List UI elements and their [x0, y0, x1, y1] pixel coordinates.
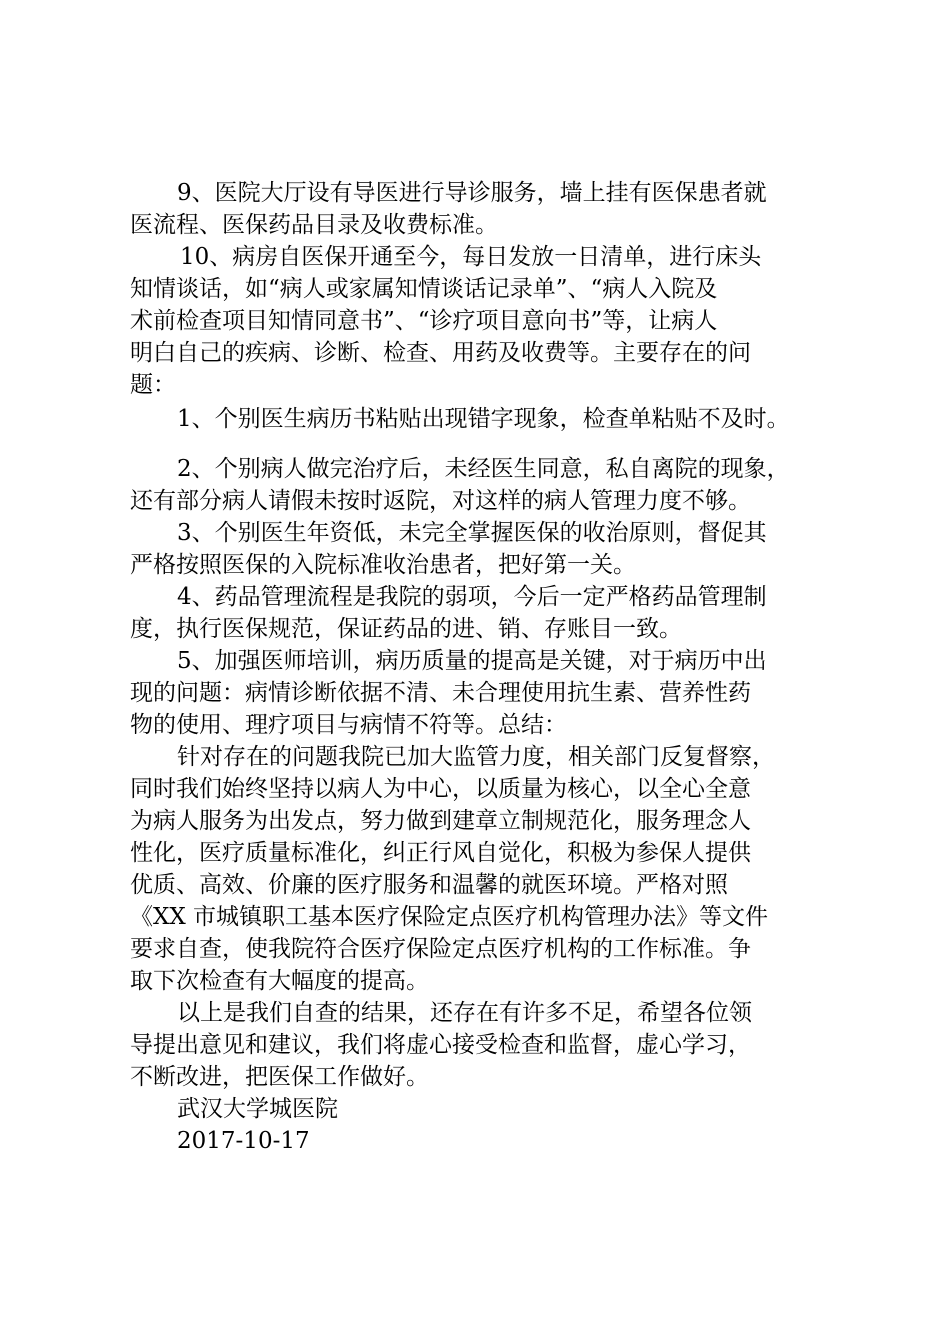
paragraph-line: 物的使用、理疗项目与病情不符等。总结： [130, 712, 567, 738]
paragraph-line: 同时我们始终坚持以病人为中心，以质量为核心，以全心全意 [130, 776, 751, 802]
paragraph-line: 性化，医疗质量标准化，纠正行风自觉化，积极为参保人提供 [130, 840, 751, 866]
signature-organization: 武汉大学城医院 [177, 1096, 338, 1122]
paragraph-line: 2、个别病人做完治疗后，未经医生同意，私自离院的现象， [177, 456, 790, 482]
paragraph-line: 术前检查项目知情同意书”、“诊疗项目意向书”等，让病人 [130, 308, 718, 334]
paragraph-line: 优质、高效、价廉的医疗服务和温馨的就医环境。严格对照 [130, 872, 728, 898]
paragraph-line: 10、病房自医保开通至今，每日发放一日清单，进行床头 [180, 244, 762, 270]
paragraph-line: 9、医院大厅设有导医进行导诊服务，墙上挂有医保患者就 [177, 180, 767, 206]
paragraph-line: 1、个别医生病历书粘贴出现错字现象，检查单粘贴不及时。 [177, 406, 790, 432]
paragraph-line: 知情谈话，如“病人或家属知情谈话记录单”、“病人入院及 [130, 276, 718, 302]
paragraph-line: 以上是我们自查的结果，还存在有许多不足，希望各位领 [177, 1000, 752, 1026]
paragraph-line: 5、加强医师培训，病历质量的提高是关键，对于病历中出 [177, 648, 767, 674]
paragraph-line: 为病人服务为出发点，努力做到建章立制规范化，服务理念人 [130, 808, 751, 834]
paragraph-line: 度，执行医保规范，保证药品的进、销、存账目一致。 [130, 616, 682, 642]
paragraph-line: 医流程、医保药品目录及收费标准。 [130, 212, 498, 238]
paragraph-line: 严格按照医保的入院标准收治患者，把好第一关。 [130, 552, 636, 578]
paragraph-line: 针对存在的问题我院已加大监管力度，相关部门反复督察， [177, 744, 775, 770]
paragraph-line: 要求自查，使我院符合医疗保险定点医疗机构的工作标准。争 [130, 936, 751, 962]
paragraph-line: 4、药品管理流程是我院的弱项，今后一定严格药品管理制 [177, 584, 767, 610]
paragraph-line: 不断改进，把医保工作做好。 [130, 1064, 429, 1090]
paragraph-line: 3、个别医生年资低，未完全掌握医保的收治原则，督促其 [177, 520, 767, 546]
signature-date: 2017-10-17 [177, 1128, 310, 1154]
paragraph-line: 还有部分病人请假未按时返院，对这样的病人管理力度不够。 [130, 488, 751, 514]
paragraph-line: 《XX 市城镇职工基本医疗保险定点医疗机构管理办法》等文件 [130, 904, 769, 930]
paragraph-line: 取下次检查有大幅度的提高。 [130, 968, 429, 994]
paragraph-line: 导提出意见和建议，我们将虚心接受检查和监督，虚心学习， [130, 1032, 751, 1058]
paragraph-line: 明白自己的疾病、诊断、检查、用药及收费等。主要存在的问 [130, 340, 751, 366]
paragraph-line: 现的问题：病情诊断依据不清、未合理使用抗生素、营养性药 [130, 680, 751, 706]
paragraph-line: 题： [130, 372, 176, 398]
